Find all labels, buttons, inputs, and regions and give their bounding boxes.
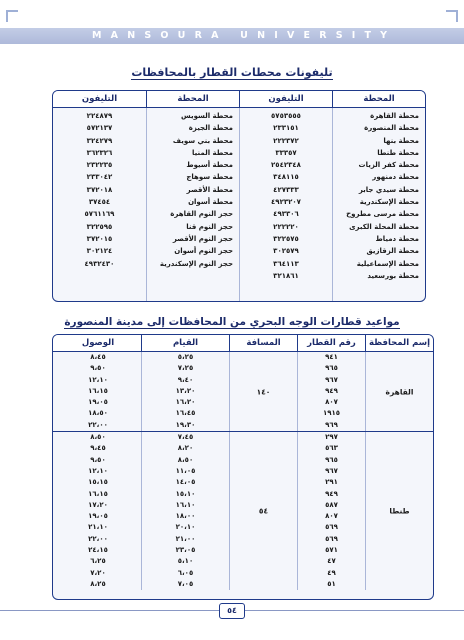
phones-table-body [53,108,425,302]
station-phone: ٣٠٢٥٧٩ [273,247,299,256]
station-name: محطة دمياط [375,234,419,243]
station-phone: ٣٢٢٥٧٥ [273,234,299,243]
station-phone: ٢٣٢٢٣٥ [86,161,113,170]
station-name: حجز النوم القاهرة [170,210,233,219]
train-number: ٥٧١ [325,546,338,555]
arrival-time: ١٦،١٥ [88,489,108,498]
station-phone: ٣٣٣٥٧ [275,148,297,157]
schedule-title-text: مواعيد قطارات الوجه البحري من المحافظات إلى مدينة المنصورة [64,316,400,328]
corner-ornament-right [446,10,458,22]
distance-cell [229,352,297,431]
governorate-name: القاهرة [385,387,414,397]
station-phone: ٣٢٤٢٧٩ [86,136,113,145]
governorate-cell [365,432,433,590]
arrival-time: ١٩،٠٥ [88,398,108,407]
arrival-time: ٨،٤٥ [90,353,106,361]
train-number: ٥٦٣ [325,444,338,453]
train-number: ٤٧ [327,557,336,566]
phones-table-header [53,91,425,108]
station-phone: ٢٢٢٢٢٠ [273,222,299,231]
station-name: محطة المنصورة [364,124,419,133]
station-phone: ٣٧٢٠١٥ [86,234,113,243]
station-name: محطة بورسعيد [367,271,419,280]
train-number: ٢٩٧ [325,433,338,442]
station-phone: ٢٥٤٢٣٤٨ [271,161,301,170]
station-phone: ٤٩٣٣٠٦ [273,210,299,219]
header-governorate: إسم المحافظة [365,335,433,351]
station-name: محطة الإسماعيلية [356,259,419,268]
station-name: حجز النوم الإسكندرية [159,259,233,268]
station-phone: ٣٦٢٣٢٦ [86,148,113,157]
distance-value: ١٤٠ [256,387,271,397]
train-number: ١٩١٥ [322,409,341,418]
phones-column-2 [53,108,146,302]
arrival-time: ١٩،٠٥ [88,512,108,521]
header-distance: المسافة [229,335,297,351]
schedule-table [52,334,434,600]
header-phone-1: التليفون [239,91,332,107]
departure-time: ٢٣،٠٥ [175,546,196,555]
departure-time-column [141,352,229,431]
departure-time: ٢٠،١٠ [175,523,196,532]
schedule-group [53,352,433,431]
schedule-groups [53,352,433,590]
train-number: ٩٦٥ [325,364,338,373]
departure-time: ٨،٥٠ [177,455,194,464]
arrival-time: ٢٤،١٥ [88,546,108,555]
departure-time: ١٦،٤٥ [175,409,196,418]
arrival-time: ٦،٢٥ [90,557,106,566]
station-name: محطة أسوان [188,198,233,207]
departure-time-column [141,432,229,590]
train-number: ٤٩ [327,568,336,577]
station-phone: ٥٧٦١١٦٩ [84,210,115,219]
station-name: حجز النوم أسوان [174,247,233,256]
station-name: محطة الأقصر [186,185,233,194]
station-name: محطة أسيوط [186,161,233,170]
station-name: محطة الإسكندرية [359,198,419,207]
train-number: ٩٤١ [325,353,338,361]
distance-cell [229,432,297,590]
arrival-time: ١٢،١٠ [88,466,108,475]
departure-time: ١٨،٠٠ [175,512,196,521]
header-arrival: الوصول [81,338,115,348]
departure-time: ١٩،٣٠ [175,420,196,429]
arrival-time: ٨،٥٠ [90,433,106,442]
station-name: محطة سيدي جابر [358,185,419,194]
station-phone: ٣٢٢٥٩٥ [86,222,113,231]
phones-title-text: تليفونات محطات القطار بالمحافظات [131,66,333,79]
train-number: ٥١ [327,579,336,588]
station-name: محطة بنها [383,136,419,145]
station-name: محطة بني سويف [172,136,233,145]
departure-time: ٧،٢٥ [177,364,194,373]
departure-time: ١٤،٠٥ [175,478,196,487]
phones-title [0,66,464,79]
station-name: محطة كفر الزيات [358,161,419,170]
arrival-time: ٩،٤٥ [90,444,106,453]
station-name: محطة القاهرة [370,112,419,120]
university-header: MANSOURA UNIVERSITY [92,30,397,41]
station-phone: ٢٢٢٣٧٢ [273,136,299,145]
train-number: ٩٦٧ [325,466,338,475]
station-phone: ٤٩٣٢٤٣٠ [84,259,115,268]
arrival-time: ١٧،٢٠ [88,500,108,509]
station-phone: ٢٢٤٨٧٩ [86,112,113,120]
departure-time: ٩،٤٠ [177,375,194,384]
station-phone: ٢٣٣١٥١ [273,124,299,133]
header-station-1: المحطة [332,91,425,107]
departure-time: ٧،٤٥ [177,433,194,442]
arrival-time: ١٨،٥٠ [88,409,108,418]
station-name: حجز النوم قنا [186,222,233,231]
arrival-time: ١٢،١٠ [88,375,108,384]
train-number: ٩٤٩ [325,386,338,395]
train-number: ٩٦٩ [325,420,338,429]
train-number: ٥٨٧ [325,500,338,509]
train-number: ٢٩١ [325,478,338,487]
schedule-title [0,316,464,328]
phones-table [52,90,426,302]
departure-time: ٨،٢٠ [177,444,194,453]
station-name: محطة الجيزة [188,124,233,133]
corner-ornament-left [6,10,18,22]
arrival-time: ١٦،١٥ [88,386,108,395]
station-phone: ٣٢١٨٦١ [273,271,299,280]
departure-time: ١٦،٢٠ [175,398,196,407]
station-name: محطة طنطا [377,148,419,157]
arrival-time: ٩،٥٠ [90,455,106,464]
departure-time: ١٥،١٠ [175,489,196,498]
arrival-time: ١٥،١٥ [88,478,108,487]
schedule-group [53,431,433,590]
station-phone: ٥٧٥٣٥٥٥ [271,112,301,120]
station-name: محطة الزقازيق [366,247,419,256]
stations-column-2 [146,108,239,302]
train-number-column [297,432,365,590]
arrival-time: ٢١،١٠ [88,523,108,532]
station-name: محطة المنيا [192,148,233,157]
station-name: حجز النوم الأقصر [172,234,233,243]
departure-time: ٦،٠٥ [177,568,194,577]
page-number: ٥٤ [219,603,245,619]
header-departure: القيام [141,335,229,351]
station-name: محطة مرسى مطروح [346,210,419,219]
train-number: ٥٦٩ [325,523,338,532]
departure-time: ٧،٠٥ [177,579,194,588]
train-number: ٩٦٥ [325,455,338,464]
arrival-time: ٢٢،٠٠ [88,534,108,543]
station-name: محطة المحلة الكبرى [349,222,419,231]
arrival-time-column [55,432,141,590]
station-name: محطة دمنهور [372,173,419,182]
departure-time: ٥،١٠ [177,557,194,566]
departure-time: ١٦،١٠ [175,500,196,509]
station-phone: ٤٢٧٣٣٣ [273,185,299,194]
departure-time: ١٣،٢٠ [175,386,196,395]
governorate-name: طنطا [389,506,410,516]
header-phone-2: التليفون [81,94,118,104]
schedule-table-header [53,335,433,352]
station-name: محطة السويس [181,112,233,120]
train-number: ٩٤٩ [325,489,338,498]
departure-time: ٢١،٠٠ [175,534,196,543]
distance-value: ٥٤ [258,506,269,516]
station-phone: ٣٦٤١١٣ [273,259,299,268]
arrival-time: ٢٢،٠٠ [88,420,108,429]
station-phone: ٣٧٢٠١٨ [86,185,113,194]
governorate-cell [365,352,433,431]
train-number: ٩٦٧ [325,375,338,384]
train-number: ٥٦٩ [325,534,338,543]
arrival-time: ٨،٢٥ [90,579,106,588]
station-phone: ٣٤٨١١٥ [273,173,299,182]
train-number: ٨٠٧ [325,398,338,407]
train-number-column [297,352,365,431]
arrival-time-column [55,352,141,431]
station-name: محطة سوهاج [186,173,233,182]
station-phone: ٣٧٤٥٤ [88,198,111,207]
arrival-time: ٧،٢٠ [90,568,106,577]
stations-column-1 [332,108,425,302]
departure-time: ٥،٢٥ [177,353,194,361]
departure-time: ١١،٠٥ [175,466,196,475]
station-phone: ٢٣٣٠٤٢ [86,173,113,182]
phones-column-1 [239,108,332,302]
arrival-time: ٩،٥٠ [90,364,106,373]
station-phone: ٤٩٢٣٢٠٧ [271,198,301,207]
train-number: ٨٠٧ [325,512,338,521]
station-phone: ٣٠٢١٢٤ [86,247,113,256]
header-station-2: المحطة [146,91,239,107]
header-train-number: رقم القطار [297,335,365,351]
station-phone: ٥٧٢١٣٧ [86,124,113,133]
